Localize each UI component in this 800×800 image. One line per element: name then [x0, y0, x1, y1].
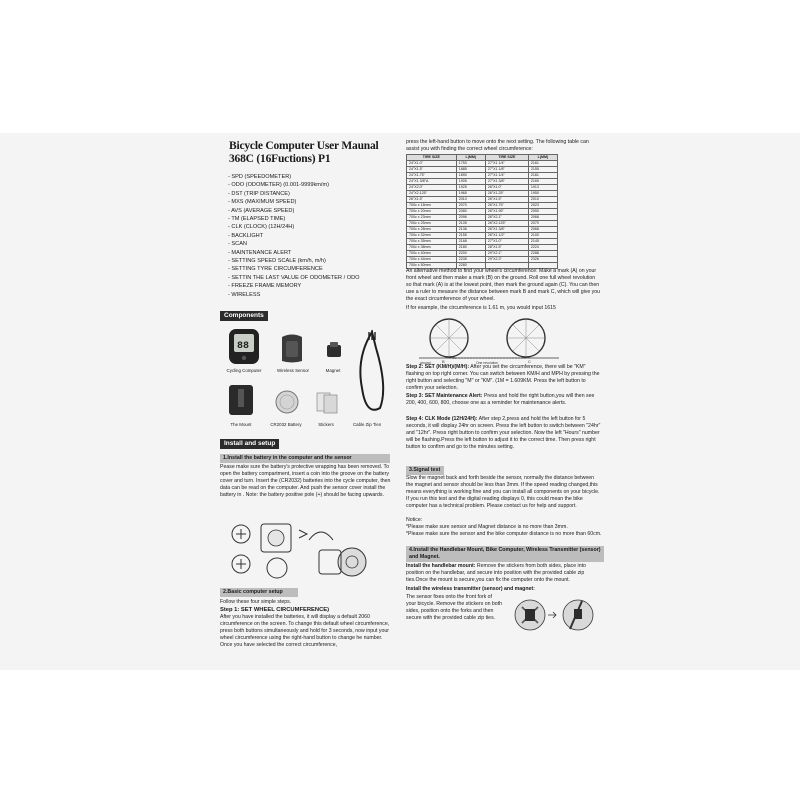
feature-item: - ODO (ODOMETER) (0.001-9999km/m): [228, 182, 330, 189]
battery-install-diagram: [227, 520, 387, 587]
tyre-table-cell: 2100: [528, 233, 557, 239]
set-wheel-text: After you have installed the batteries, it will display a default 2060 circumference on the screen. To change this default wheel circumference, press both buttons simultaneously and hold for 3 seconds, now input your wheel circumference using the right-hand button to change he number. Once you have selected the correct circumference,: [220, 614, 390, 648]
notice-title: Notice:: [406, 517, 423, 523]
step3-maintenance-text: Press and hold the right button,you will then see 200, 400, 600, 800, choose one as a reminder for maintenance alerts.: [406, 393, 595, 406]
magnet-label: Magnet: [325, 368, 341, 373]
manual-sheet: [0, 133, 800, 670]
tyre-table-cell: 26"X1.0": [485, 185, 528, 191]
wireless-text: The sensor fixes onto the front fork of your bicycle. Remove the stickers on both sides, position onto the forks and then secure with the provided cable zip ties.: [406, 594, 503, 621]
header-cell: L(MM): [456, 155, 485, 161]
tyre-table-cell: 2080: [456, 209, 485, 215]
install-setup-header: Install and setup: [220, 439, 279, 449]
tyre-table-cell: 26"X1.75": [485, 203, 528, 209]
notice-item-1: *Please make sure sensor and Magnet distance is no more than 3mm.: [406, 524, 568, 530]
tyre-table-cell: 24"X1 3/8"A: [407, 179, 457, 185]
tyre-table-cell: 2145: [528, 239, 557, 245]
tyre-table-cell: 700c x 28mm: [407, 227, 457, 233]
tyre-table-cell: 1905: [456, 179, 485, 185]
wheel-label-c: C: [528, 359, 531, 364]
wheel-measurement-diagram: [414, 315, 564, 370]
tyre-table-cell: 700c x 18mm: [407, 203, 457, 209]
tyre-table-cell: 2180: [456, 245, 485, 251]
tyre-table-cell: 1950: [528, 191, 557, 197]
tyre-table-cell: 24"X1.5": [407, 167, 457, 173]
step3-maintenance-title: Step 3: SET Maintenance Alert:: [406, 393, 483, 399]
tyre-table-cell: 24"X2.125": [407, 191, 457, 197]
tyre-table-cell: 27"X1 1/4": [485, 173, 528, 179]
feature-item: - AVS (AVERAGE SPEED): [228, 207, 295, 214]
table-intro-text: press the left-hand button to move onto the next setting. The following table can assist you with finding the correct wheel circumference:: [406, 139, 589, 152]
tyre-table-cell: 2023: [528, 203, 557, 209]
mount-label: The Mount: [230, 422, 252, 427]
wireless-title: Install the wireless transmitter (sensor) and magnet:: [406, 586, 535, 592]
tyre-table-cell: 24"X1.75": [407, 173, 457, 179]
tyre-table-cell: 2235: [456, 257, 485, 263]
cable-zip-ties-label: Cable Zip Ties: [352, 422, 382, 427]
feature-item: - WIRELESS: [228, 291, 261, 298]
tyre-table-cell: 27"X1 3/8": [485, 179, 528, 185]
signal-test-title: 3.Signal test: [406, 466, 444, 475]
set-wheel-title: Step 1: SET WHEEL CIRCUMFERENCE): [220, 607, 330, 613]
feature-item: - SETTING SPEED SCALE (km/h, m/h): [228, 258, 326, 265]
handlebar-text: Remove the stickers from both sides, place into position on the handlebar, and secure into position with the provided cable zip ties.Once the mount is secure,you can fix the computer onto the mount.: [406, 563, 586, 583]
tyre-table-cell: 700c x 25mm: [407, 221, 457, 227]
right-page: [406, 133, 606, 670]
header-cell: TIRE SIZE: [407, 155, 457, 161]
stickers-label: Stickers: [318, 422, 334, 427]
tyre-table-cell: 2326: [528, 257, 557, 263]
tyre-table-cell: 2010: [528, 197, 557, 203]
tyre-table-cell: 700c x 20mm: [407, 209, 457, 215]
tyre-table-cell: 700c x 40mm: [407, 251, 457, 257]
tyre-table-cell: 26"X1.5": [407, 197, 457, 203]
tyre-table-cell: 28"X1.5": [485, 245, 528, 251]
feature-item: - TM (ELAPSED TIME): [228, 216, 286, 223]
feature-item: - DST (TRIP DISTANCE): [228, 190, 290, 197]
sensor-install-diagram: [508, 591, 604, 648]
stickers-image: [314, 389, 340, 420]
tyre-table-cell: 2155: [456, 233, 485, 239]
tyre-table-cell: 700c x 44mm: [407, 257, 457, 263]
handlebar-block: [406, 563, 602, 584]
step4-clock-title: Step 4: CLK Mode (12H/24H):: [406, 416, 478, 422]
step3-maintenance-block: [406, 393, 602, 407]
tyre-table-cell: 24"X2.0": [407, 185, 457, 191]
tyre-table-cell: 2200: [456, 251, 485, 257]
step2-kmh-block: [406, 364, 602, 392]
tyre-table-cell: 2050: [528, 209, 557, 215]
feature-item: - SETTING TYRE CIRCUMFERENCE: [228, 266, 323, 273]
mount-image: [227, 383, 255, 422]
cycling-computer-label: Cycling Computer: [226, 368, 262, 373]
manual-subtitle: 368C (16Fuctions) P1: [229, 153, 331, 165]
wireless-sensor-label: Wireless Sensor: [277, 368, 309, 373]
battery-image: [273, 388, 301, 421]
tyre-table-cell: 2168: [456, 239, 485, 245]
feature-item: - BACKLIGHT: [228, 232, 264, 239]
tyre-table-cell: 2070: [528, 221, 557, 227]
tyre-table-cell: 2068: [528, 227, 557, 233]
header-cell: TIRE SIZE: [485, 155, 528, 161]
feature-item: - SPD (SPEEDOMETER): [228, 174, 292, 180]
tyre-table-cell: 27"X1.0": [485, 239, 528, 245]
tyre-table-cell: 1885: [456, 167, 485, 173]
left-page: [215, 133, 398, 670]
tyre-table-cell: 2070: [456, 203, 485, 209]
tyre-table-cell: 26"X2.1": [485, 215, 528, 221]
tyre-table-cell: 1913: [528, 185, 557, 191]
step2-kmh-text: After you set the circumference, there will be "KM" flashing on top right corner. You can switch between KM/H and MPH by pressing the right button and selecting "M" or "KM". (1M = 1.609KM. Press the left button to confirm your selection.: [406, 364, 600, 391]
tyre-table-cell: 26"X1 3/8": [485, 227, 528, 233]
feature-item: - MAINTENANCE ALERT: [228, 249, 292, 256]
feature-item: - SCAN: [228, 241, 247, 248]
tyre-table-cell: 700c x 38mm: [407, 245, 457, 251]
step1-battery-title: 1.Install the battery in the computer and the sensor: [220, 454, 390, 463]
wireless-sensor-image: [278, 333, 306, 370]
tyre-table-cell: 29"X2.1": [485, 251, 528, 257]
step2-kmh-title: Step 2: SET (KM/H)/(M/H):: [406, 364, 470, 370]
battery-label: CR2032 Battery: [270, 422, 302, 427]
cable-zip-ties-image: [352, 328, 392, 428]
tyre-table-cell: 24"X1.0": [407, 161, 457, 167]
tyre-table-cell: 2224: [528, 245, 557, 251]
tyre-table-cell: 29"X2.3": [485, 257, 528, 263]
tyre-table-cell: 26"X1.5": [485, 197, 528, 203]
step4-clock-text: After step 2,press and hold the left button for 5 seconds, it will display 24hr on screen. Press the left button to switch between "24hr" and "12hr". Press right button to confirm your selection. Now the left "Hours" number will be flashing.Press the left button to adjust it to the correct time. Then press right button to confirm and go to the minutes setting.: [406, 416, 601, 450]
tyre-table-cell: 1890: [456, 173, 485, 179]
feature-list: [228, 173, 359, 299]
feature-item: - MXS (MAXIMUM SPEED): [228, 199, 297, 206]
tyre-table-cell: 26"X1 1/2": [485, 233, 528, 239]
tyre-table-cell: 2155: [528, 167, 557, 173]
tyre-table-cell: 700c x 35mm: [407, 239, 457, 245]
handlebar-title: Install the handlebar mount:: [406, 563, 476, 569]
wheel-label-a: A: [453, 355, 456, 360]
tyre-table-cell: 2169: [528, 179, 557, 185]
tyre-table: [406, 154, 558, 269]
tyre-table-cell: 26"X2.125": [485, 221, 528, 227]
wheel-label-b: B: [442, 359, 445, 364]
manual-title: Bicycle Computer User Maunal: [229, 140, 379, 152]
wheel-label-revolution: One revolution: [476, 361, 499, 365]
wheel-label-ground: ground: [420, 361, 431, 365]
tyre-table-cell: 2096: [456, 215, 485, 221]
feature-item: - FREEZE FRAME MEMORY: [228, 283, 302, 290]
tyre-table-body: [407, 161, 558, 269]
basic-setup-intro: Follow these four simple steps.: [220, 599, 292, 605]
install-mount-title: 4.Install the Handlebar Mount, Bike Computer, Wireless Transmitter (sensor) and Magnet.: [406, 546, 604, 562]
tyre-table-cell: 2161: [528, 173, 557, 179]
cycling-computer-image: [227, 328, 261, 371]
components-header: Components: [220, 311, 268, 321]
magnet-image: [324, 341, 344, 366]
computer-display-value: 88: [237, 341, 250, 352]
tyre-table-cell: 26"X1.95": [485, 209, 528, 215]
step1-battery-text: Pease make sure the battery's protective wrapping has been removed. To open the battery compartment, insert a coin into the groove on the battery cover and turn. Insert the (CR2032) batteries into the cycle computer, then data can be read on the computer. And push the sensor cover install the battery in . Note: the battery positive pole (+) should be facing upwards.: [220, 464, 391, 498]
tyre-table-cell: 26"X1.25": [485, 191, 528, 197]
tyre-table-cell: 2280: [456, 263, 485, 269]
signal-test-text: Slow the magnet back and forth beside the sensor, normally the distance between the magnet and sensor should be less than 3mm. If the speed reading changed,this means everything is working fine and you can install all components on your bicycle. If you run this test and the digital reading displays 0, this could mean the bike computer has a technical problem. Please contact us for help and support.: [406, 475, 600, 509]
alt-example-text: If for example, the circumference is 1.61 m, you would input 1615: [406, 305, 556, 311]
tyre-table-cell: 700c x 32mm: [407, 233, 457, 239]
tyre-table-cell: 1925: [456, 185, 485, 191]
tyre-table-cell: 2136: [456, 227, 485, 233]
tyre-table-cell: 2161: [528, 161, 557, 167]
tyre-table-cell: 700c x 50mm: [407, 263, 457, 269]
notice-item-2: *Please make sure the sensor and the bike computer distance is no more than 60cm.: [406, 531, 602, 537]
tyre-table-cell: 1753: [456, 161, 485, 167]
basic-setup-title: 2.Basic computer setup: [220, 588, 298, 597]
tyre-table-cell: 27"X1 1/8": [485, 167, 528, 173]
step4-clock-block: [406, 416, 602, 451]
alt-method-text: An alternative method to find your wheel's circumference: Make a mark (A) on your front wheel and then make a mark (B) on the ground. Roll one full wheel revolution so that mark (A) is at the lowest point, then mark the ground again (C). You can then use a ruler to measure the distance between mark B and mark C, which will give you the exact circumference of your wheel.: [406, 268, 601, 302]
tyre-table-cell: 2068: [528, 215, 557, 221]
header-cell: L(MM): [528, 155, 557, 161]
tyre-table-cell: 1965: [456, 191, 485, 197]
tyre-table-cell: 2010: [456, 197, 485, 203]
tyre-table-cell: 27"X1 1/4": [485, 161, 528, 167]
feature-item: - CLK (CLOCK) (12H/24H): [228, 224, 295, 231]
tyre-table-cell: 700c x 23mm: [407, 215, 457, 221]
tyre-table-cell: 2105: [456, 221, 485, 227]
tyre-table-cell: 2288: [528, 251, 557, 257]
feature-item: - SETTIN THE LAST VALUE OF ODOMETER / ODO: [228, 274, 360, 281]
